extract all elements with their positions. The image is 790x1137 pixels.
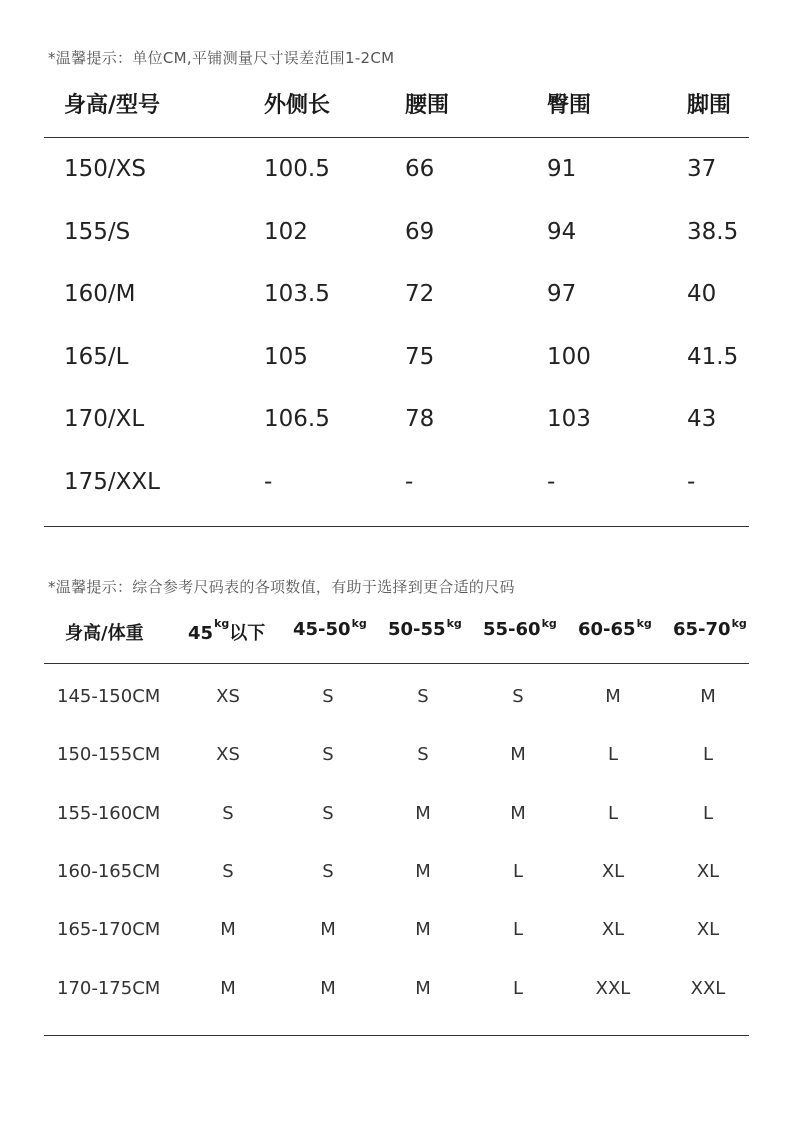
table1-cell: 160/M	[64, 281, 136, 307]
table2-cell: S	[222, 861, 234, 882]
table2-header-cell	[673, 619, 747, 640]
header-suffix: 以下	[229, 623, 266, 644]
table1-cell: 69	[405, 219, 435, 245]
table1-cell: -	[547, 469, 556, 495]
header-range: 60-65	[578, 619, 636, 640]
table1-cell: 41.5	[687, 344, 739, 370]
table2-cell: 150-155CM	[57, 744, 161, 765]
table2-cell: 145-150CM	[57, 686, 161, 707]
table1-cell: 100.5	[264, 156, 330, 182]
table2-cell: XL	[696, 919, 720, 940]
header-unit: kg	[636, 617, 652, 630]
table1-cell: 106.5	[264, 406, 330, 432]
table1-cell: 66	[405, 156, 435, 182]
header-divider-1	[44, 137, 749, 138]
table1-cell: 170/XL	[64, 406, 145, 432]
table2-cell: M	[415, 861, 431, 882]
table2-cell: XL	[601, 861, 625, 882]
table1-cell: 105	[264, 344, 308, 370]
table2-header-cell	[388, 619, 462, 640]
table2-cell: M	[605, 686, 621, 707]
header-range: 55-60	[483, 619, 541, 640]
table1-cell: 155/S	[64, 219, 131, 245]
table1-cell: 165/L	[64, 344, 129, 370]
table1-cell: 75	[405, 344, 435, 370]
table2-cell: M	[220, 919, 236, 940]
table2-cell: 160-165CM	[57, 861, 161, 882]
table1-cell: 72	[405, 281, 435, 307]
table1-header-cell: 外侧长	[264, 93, 331, 118]
table2-cell: L	[512, 861, 524, 882]
size-note-1: *温馨提示：单位CM,平铺测量尺寸误差范围1-2CM	[48, 49, 395, 67]
table1-header-cell: 脚围	[687, 93, 732, 118]
header-unit: kg	[541, 617, 557, 630]
header-unit: kg	[214, 617, 230, 630]
table1-cell: 43	[687, 406, 717, 432]
table2-cell: 155-160CM	[57, 803, 161, 824]
table1-cell: 103.5	[264, 281, 330, 307]
header-unit: kg	[351, 617, 367, 630]
header-range: 身高/体重	[65, 623, 144, 644]
table2-cell: S	[322, 686, 334, 707]
table2-cell: XXL	[690, 978, 726, 999]
table2-cell: M	[220, 978, 236, 999]
table2-cell: L	[607, 803, 619, 824]
table2-cell: XL	[696, 861, 720, 882]
table2-cell: XS	[216, 744, 240, 765]
table2-header-cell	[578, 619, 652, 640]
header-range: 45-50	[293, 619, 351, 640]
bottom-divider-2	[44, 1035, 749, 1036]
table2-cell: XL	[601, 919, 625, 940]
table2-cell: L	[512, 978, 524, 999]
header-unit: kg	[446, 617, 462, 630]
header-unit: kg	[731, 617, 747, 630]
table1-cell: 102	[264, 219, 308, 245]
table1-cell: 175/XXL	[64, 469, 160, 495]
table2-cell: L	[702, 803, 714, 824]
table1-cell: -	[405, 469, 414, 495]
table2-cell: S	[322, 744, 334, 765]
table1-cell: 40	[687, 281, 717, 307]
header-range: 45	[188, 623, 214, 644]
table1-header-cell: 腰围	[405, 93, 450, 118]
table1-header-cell: 臀围	[547, 93, 592, 118]
table2-header-cell	[65, 619, 144, 645]
table2-cell: S	[417, 744, 429, 765]
table1-cell: 150/XS	[64, 156, 147, 182]
table1-cell: 38.5	[687, 219, 739, 245]
table2-cell: M	[320, 978, 336, 999]
table1-header-cell: 身高/型号	[64, 93, 161, 118]
header-range: 65-70	[673, 619, 731, 640]
table2-cell: S	[322, 861, 334, 882]
table1-cell: 91	[547, 156, 577, 182]
table2-cell: 165-170CM	[57, 919, 161, 940]
table2-cell: S	[417, 686, 429, 707]
table1-cell: 94	[547, 219, 577, 245]
table2-header-cell	[293, 619, 367, 640]
table1-cell: 37	[687, 156, 717, 182]
table2-cell: M	[415, 978, 431, 999]
table2-cell: L	[607, 744, 619, 765]
table2-cell: L	[702, 744, 714, 765]
table2-cell: L	[512, 919, 524, 940]
table2-cell: S	[322, 803, 334, 824]
table2-cell: M	[320, 919, 336, 940]
size-note-2: *温馨提示：综合参考尺码表的各项数值，有助于选择到更合适的尺码	[48, 578, 515, 596]
table2-header-cell	[483, 619, 557, 640]
table2-cell: M	[510, 803, 526, 824]
table1-cell: -	[687, 469, 696, 495]
header-divider-2	[44, 663, 749, 664]
table2-cell: M	[510, 744, 526, 765]
table2-cell: S	[222, 803, 234, 824]
table1-cell: 100	[547, 344, 591, 370]
table2-cell: M	[700, 686, 716, 707]
header-range: 50-55	[388, 619, 446, 640]
table2-cell: S	[512, 686, 524, 707]
table1-cell: 97	[547, 281, 577, 307]
table1-cell: 103	[547, 406, 591, 432]
table1-cell: -	[264, 469, 273, 495]
table1-cell: 78	[405, 406, 435, 432]
table2-cell: XS	[216, 686, 240, 707]
table2-cell: M	[415, 803, 431, 824]
table2-cell: M	[415, 919, 431, 940]
table2-cell: XXL	[595, 978, 631, 999]
table2-cell: 170-175CM	[57, 978, 161, 999]
bottom-divider-1	[44, 526, 749, 527]
table2-header-cell	[188, 619, 265, 645]
